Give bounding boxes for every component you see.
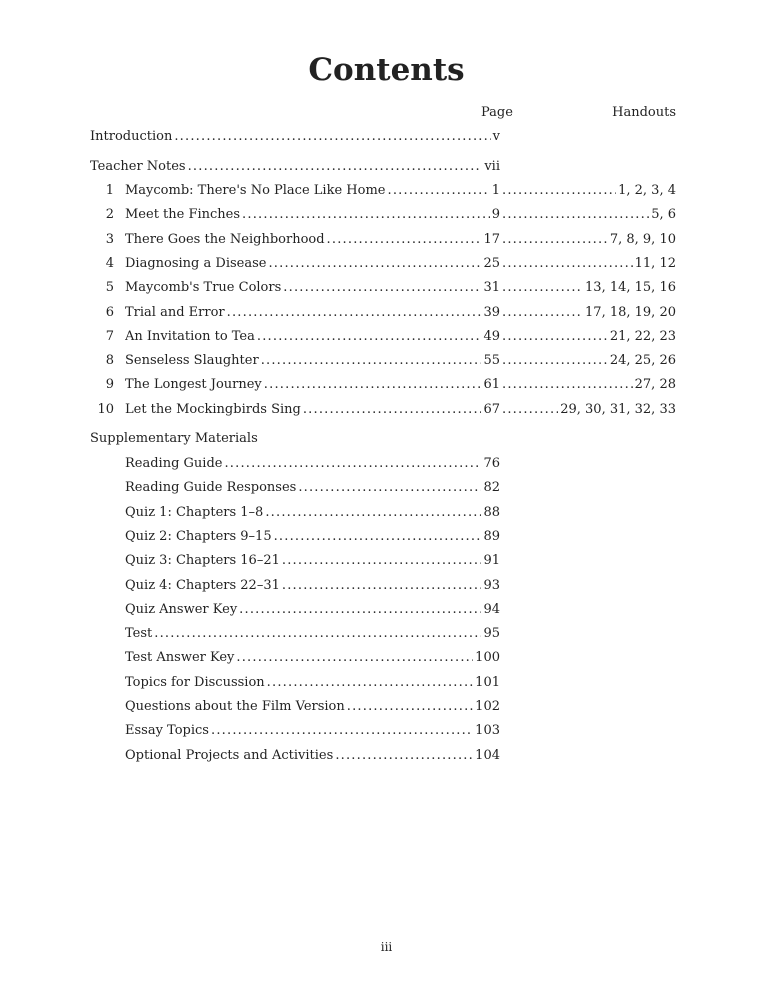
entry-title: Questions about the Film Version <box>125 699 345 714</box>
dot-leader <box>502 376 633 394</box>
entry-page: 94 <box>483 601 500 617</box>
toc-entry[interactable] <box>125 698 500 716</box>
dot-leader <box>282 577 482 595</box>
entry-title: Quiz 2: Chapters 9–15 <box>125 528 272 544</box>
toc-entry[interactable] <box>90 279 676 297</box>
dot-leader <box>502 182 616 200</box>
entry-page: vii <box>484 159 500 174</box>
dot-leader <box>303 401 482 419</box>
dot-leader <box>267 674 474 692</box>
toc-entry[interactable] <box>125 722 500 740</box>
entry-page: 49 <box>483 328 500 344</box>
entry-page: 102 <box>475 699 500 714</box>
entry-title: Trial and Error <box>125 304 225 320</box>
dot-leader <box>188 158 483 176</box>
entry-title: There Goes the Neighborhood <box>125 231 325 247</box>
dot-leader <box>502 352 608 370</box>
toc-entry[interactable] <box>90 401 676 419</box>
entry-title: Let the Mockingbirds Sing <box>125 401 301 417</box>
dot-leader <box>282 552 482 570</box>
entry-title: Maycomb's True Colors <box>125 280 282 296</box>
dot-leader <box>283 279 481 297</box>
entry-page: 103 <box>475 723 500 739</box>
entry-title: Teacher Notes <box>90 159 186 174</box>
dot-leader <box>211 722 473 740</box>
entry-handouts: 11, 12 <box>634 255 676 271</box>
entry-page: 55 <box>483 353 500 369</box>
entry-page: 1 <box>491 183 500 198</box>
entry-page: 67 <box>483 401 500 417</box>
toc-entry[interactable] <box>125 552 500 570</box>
dot-leader <box>387 182 489 200</box>
entry-handouts: 21, 22, 23 <box>609 328 676 344</box>
entry-page: 100 <box>475 650 500 666</box>
entry-page: 93 <box>483 577 500 593</box>
entry-handouts: 5, 6 <box>651 207 676 223</box>
entry-handouts: 17, 18, 19, 20 <box>585 304 676 320</box>
toc-entry[interactable] <box>125 528 500 546</box>
entry-page: 61 <box>483 377 500 393</box>
entry-page: 101 <box>475 674 500 690</box>
handouts-column-header: Handouts <box>612 105 676 120</box>
page-number: iii <box>380 940 393 954</box>
entry-page: 17 <box>483 231 500 247</box>
dot-leader <box>242 206 490 224</box>
entry-handouts: 24, 25, 26 <box>609 353 676 369</box>
toc-entry[interactable] <box>90 304 676 322</box>
dot-leader <box>335 747 473 765</box>
entry-page: v <box>492 129 500 144</box>
entry-handouts: 13, 14, 15, 16 <box>585 280 676 296</box>
toc-entry[interactable] <box>125 625 500 643</box>
toc-entry[interactable] <box>125 504 500 522</box>
dot-leader <box>265 504 481 522</box>
entry-title: Quiz 1: Chapters 1–8 <box>125 504 264 520</box>
entry-title: Quiz Answer Key <box>125 601 238 617</box>
entry-page: 89 <box>483 528 500 544</box>
dot-leader <box>502 328 608 346</box>
lesson-number: 10 <box>97 401 114 417</box>
page-title: Contents <box>308 52 465 88</box>
dot-leader <box>347 698 473 716</box>
toc-entry[interactable] <box>90 206 676 224</box>
toc-entry[interactable] <box>90 231 676 249</box>
lesson-number: 6 <box>105 304 114 320</box>
lesson-number: 5 <box>105 280 114 296</box>
dot-leader <box>502 231 608 249</box>
entry-page: 31 <box>483 280 500 296</box>
toc-entry[interactable] <box>125 455 500 473</box>
entry-handouts: 29, 30, 31, 32, 33 <box>560 401 676 417</box>
toc-entry[interactable] <box>125 674 500 692</box>
dot-leader <box>239 601 481 619</box>
lesson-number: 2 <box>105 207 114 223</box>
entry-page: 9 <box>491 207 500 223</box>
dot-leader <box>264 376 482 394</box>
entry-title: Introduction <box>90 129 173 144</box>
entry-title: Reading Guide <box>125 456 223 471</box>
entry-page: 39 <box>483 304 500 320</box>
toc-entry[interactable] <box>125 601 500 619</box>
entry-page: 76 <box>483 456 500 471</box>
toc-entry[interactable] <box>90 128 500 146</box>
entry-page: 95 <box>483 626 500 642</box>
entry-title: Topics for Discussion <box>125 674 265 690</box>
dot-leader <box>327 231 482 249</box>
dot-leader <box>174 128 490 146</box>
toc-entry[interactable] <box>90 255 676 273</box>
dot-leader <box>502 401 558 419</box>
dot-leader <box>502 304 583 322</box>
dot-leader <box>154 625 481 643</box>
page-column-header: Page <box>481 105 513 120</box>
dot-leader <box>268 255 481 273</box>
entry-title: Optional Projects and Activities <box>125 747 334 763</box>
entry-title: Senseless Slaughter <box>125 353 259 369</box>
entry-title: The Longest Journey <box>125 377 262 393</box>
lesson-number: 9 <box>105 377 114 393</box>
lesson-number: 8 <box>105 353 114 369</box>
entry-title: Test Answer Key <box>125 650 235 666</box>
dot-leader <box>502 255 633 273</box>
entry-page: 82 <box>483 480 500 496</box>
dot-leader <box>227 304 482 322</box>
entry-page: 88 <box>483 504 500 520</box>
toc-entry[interactable] <box>90 158 500 176</box>
entry-title: Quiz 3: Chapters 16–21 <box>125 553 280 569</box>
entry-title: Meet the Finches <box>125 207 241 223</box>
dot-leader <box>502 279 583 297</box>
entry-title: Diagnosing a Disease <box>125 255 267 271</box>
entry-title: Essay Topics <box>125 723 209 739</box>
supplementary-heading: Supplementary Materials <box>90 431 258 446</box>
entry-title: Test <box>125 626 153 642</box>
entry-title: Reading Guide Responses <box>125 480 297 496</box>
entry-title: Quiz 4: Chapters 22–31 <box>125 577 280 593</box>
dot-leader <box>257 328 482 346</box>
lesson-number: 4 <box>105 255 114 271</box>
toc-entry[interactable] <box>125 747 500 765</box>
dot-leader <box>298 479 481 497</box>
lesson-number: 7 <box>105 328 114 344</box>
entry-page: 91 <box>483 553 500 569</box>
entry-handouts: 7, 8, 9, 10 <box>609 231 676 247</box>
lesson-number: 3 <box>105 231 114 247</box>
toc-entry[interactable] <box>125 479 500 497</box>
dot-leader <box>224 455 481 473</box>
lesson-number: 1 <box>105 183 114 198</box>
entry-title: Maycomb: There's No Place Like Home <box>125 183 386 198</box>
entry-handouts: 1, 2, 3, 4 <box>618 183 676 198</box>
entry-page: 25 <box>483 255 500 271</box>
dot-leader <box>274 528 482 546</box>
toc-entry[interactable] <box>90 352 676 370</box>
entry-handouts: 27, 28 <box>634 377 676 393</box>
entry-title: An Invitation to Tea <box>125 328 255 344</box>
toc-entry[interactable] <box>90 182 676 200</box>
dot-leader <box>502 206 649 224</box>
toc-entry[interactable] <box>90 328 676 346</box>
entry-page: 104 <box>475 747 500 763</box>
dot-leader <box>261 352 482 370</box>
toc-entry[interactable] <box>90 376 676 394</box>
toc-entry[interactable] <box>125 577 500 595</box>
dot-leader <box>236 649 473 667</box>
toc-entry[interactable] <box>125 649 500 667</box>
